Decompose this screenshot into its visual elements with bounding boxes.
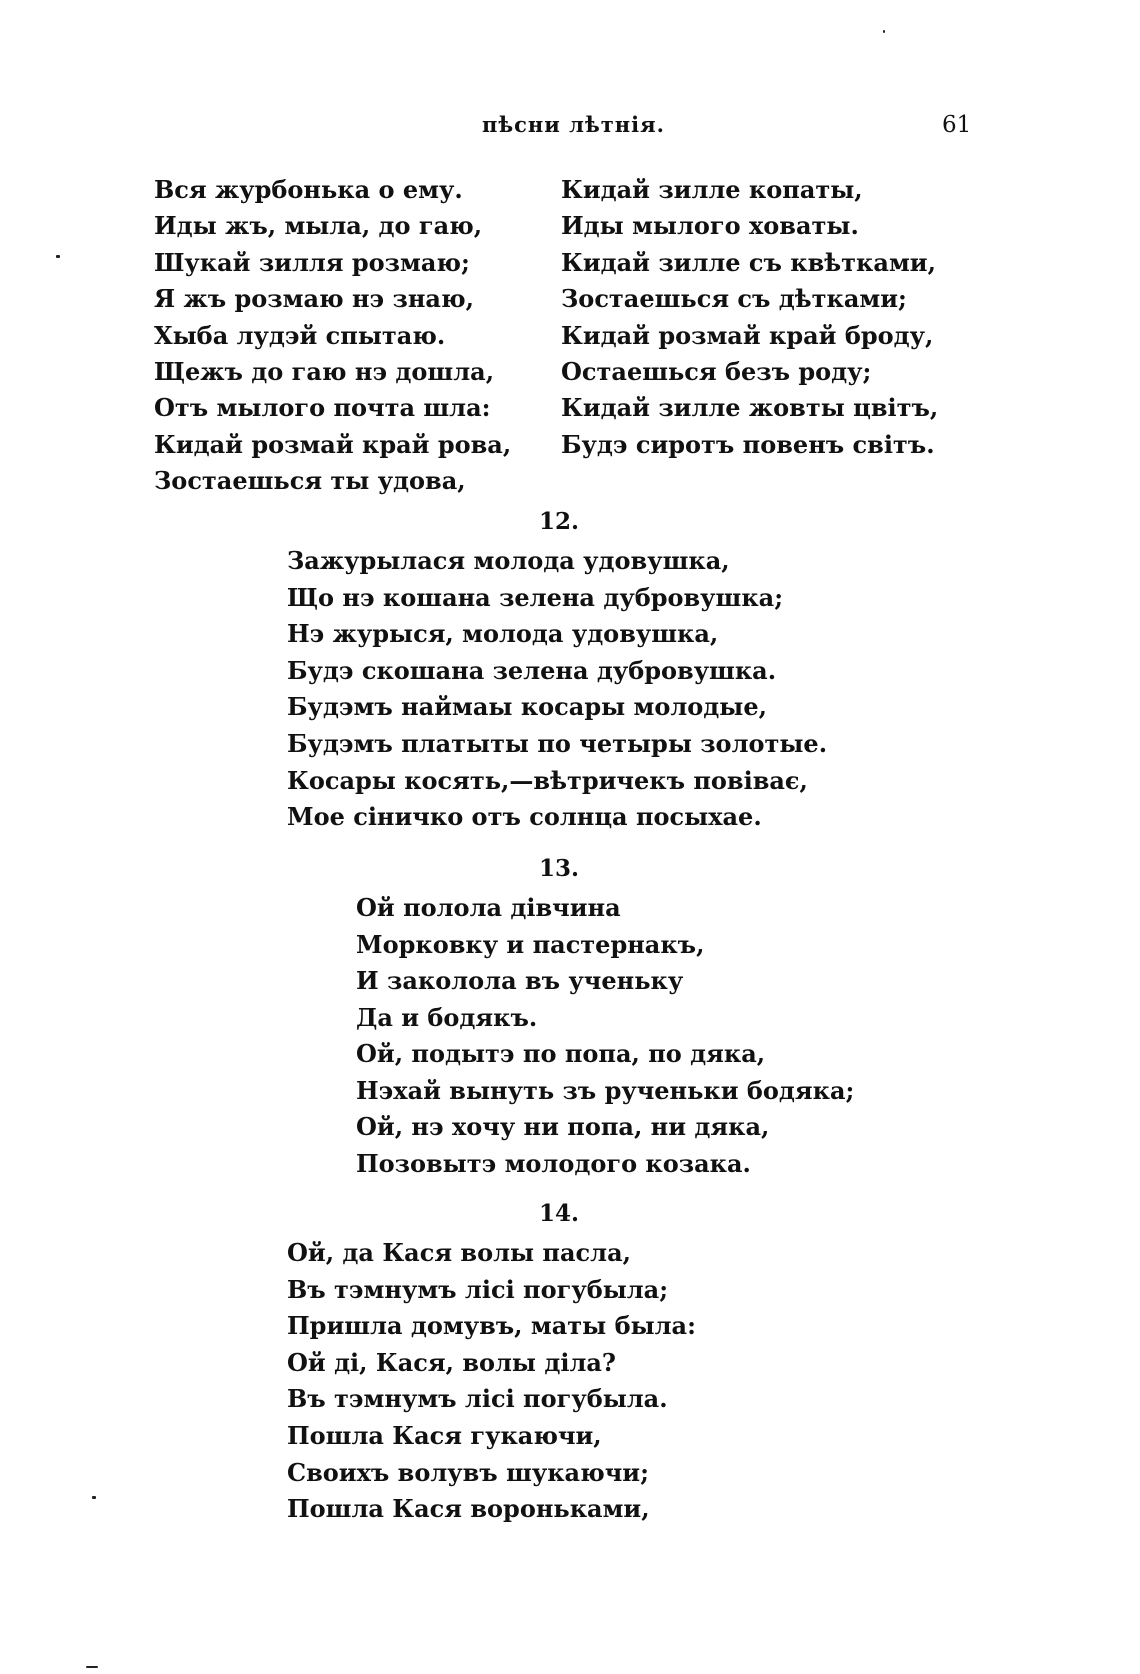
verse-line: Ой, подытэ по попа, по дяка, — [356, 1039, 766, 1068]
verse-line: Остаешься безъ роду; — [561, 356, 872, 386]
continuation-right-column — [561, 172, 938, 463]
verse-line: Нэ журыся, молода удовушка, — [287, 619, 719, 649]
verse-line: Будэ сиротъ повенъ світъ. — [561, 429, 935, 459]
verse-line: Зажурылася молода удовушка, — [287, 546, 730, 575]
verse-line: Кидай зилле жовты цвітъ, — [561, 393, 939, 423]
verse-line: Кидай розмай край броду, — [561, 320, 934, 350]
verse-line: Мое сіничко отъ солнца посыхае. — [287, 802, 762, 832]
verse-line: Отъ мылого почта шла: — [154, 393, 491, 423]
verse-line: Ой, да Кася волы пасла, — [287, 1238, 631, 1267]
verse-line: Зостаешься ты удова, — [154, 466, 466, 496]
scan-speck — [86, 1666, 98, 1668]
verse-line: Ой, нэ хочу ни попа, ни дяка, — [356, 1112, 770, 1141]
song-12-verse — [287, 543, 827, 836]
scan-speck — [883, 30, 885, 33]
page-number: 61 — [942, 112, 972, 138]
verse-line: Що нэ кошана зелена дубровушка; — [287, 582, 784, 612]
verse-line: Шукай зилля розмаю; — [154, 247, 470, 277]
verse-line: Зостаешься съ дѣтками; — [561, 284, 907, 314]
verse-line: Въ тэмнумъ лісі погубыла. — [287, 1384, 668, 1414]
verse-line: Въ тэмнумъ лісі погубыла; — [287, 1274, 669, 1304]
verse-line: Будэмъ платыты по четыры золотые. — [287, 728, 828, 758]
verse-line: Иды мылого ховаты. — [561, 211, 859, 241]
verse-line: Я жъ розмаю нэ знаю, — [154, 284, 474, 314]
verse-line: Да и бодякъ. — [356, 1002, 538, 1032]
verse-line: Пошла Кася вороньками, — [287, 1494, 650, 1524]
scan-speck — [56, 255, 60, 258]
running-head — [0, 112, 1140, 144]
verse-line: Ой ді, Кася, волы діла? — [287, 1347, 616, 1377]
verse-line: И заколола въ ученьку — [356, 966, 684, 995]
verse-line: Будэ скошана зелена дубровушка. — [287, 655, 777, 685]
verse-line: Кидай зилле съ квѣтками, — [561, 247, 936, 277]
verse-line: Хыба лудэй спытаю. — [154, 320, 446, 350]
verse-line: Вся журбонька о ему. — [154, 175, 463, 204]
verse-line: Морковку и пастернакъ, — [356, 929, 705, 959]
verse-line: Кидай зилле копаты, — [561, 175, 863, 204]
song-number: 14. — [538, 1200, 579, 1227]
verse-line: Щежъ до гаю нэ дошла, — [154, 356, 495, 386]
song-number: 13. — [538, 855, 579, 882]
song-number: 12. — [538, 508, 579, 535]
verse-line: Позовытэ молодого козака. — [356, 1148, 751, 1178]
verse-line: Ой полола дівчина — [356, 893, 621, 922]
song-14-verse — [287, 1235, 696, 1528]
verse-line: Нэхай вынуть зъ рученьки бодяка; — [356, 1075, 855, 1105]
verse-line: Пришла домувъ, маты была: — [287, 1311, 696, 1341]
running-title: пѣсни лѣтнія. — [482, 112, 665, 137]
song-13-verse — [356, 890, 854, 1182]
verse-line: Косары косять,—вѣтричекъ повіває, — [287, 765, 808, 795]
verse-line: Кидай розмай край рова, — [154, 429, 512, 459]
verse-line: Иды жъ, мыла, до гаю, — [154, 211, 483, 241]
verse-line: Пошла Кася гукаючи, — [287, 1420, 602, 1450]
verse-line: Своихъ волувъ шукаючи; — [287, 1457, 649, 1487]
scan-speck — [92, 1496, 96, 1499]
continuation-left-column — [154, 172, 511, 500]
verse-line: Будэмъ наймаы косары молодые, — [287, 692, 767, 722]
